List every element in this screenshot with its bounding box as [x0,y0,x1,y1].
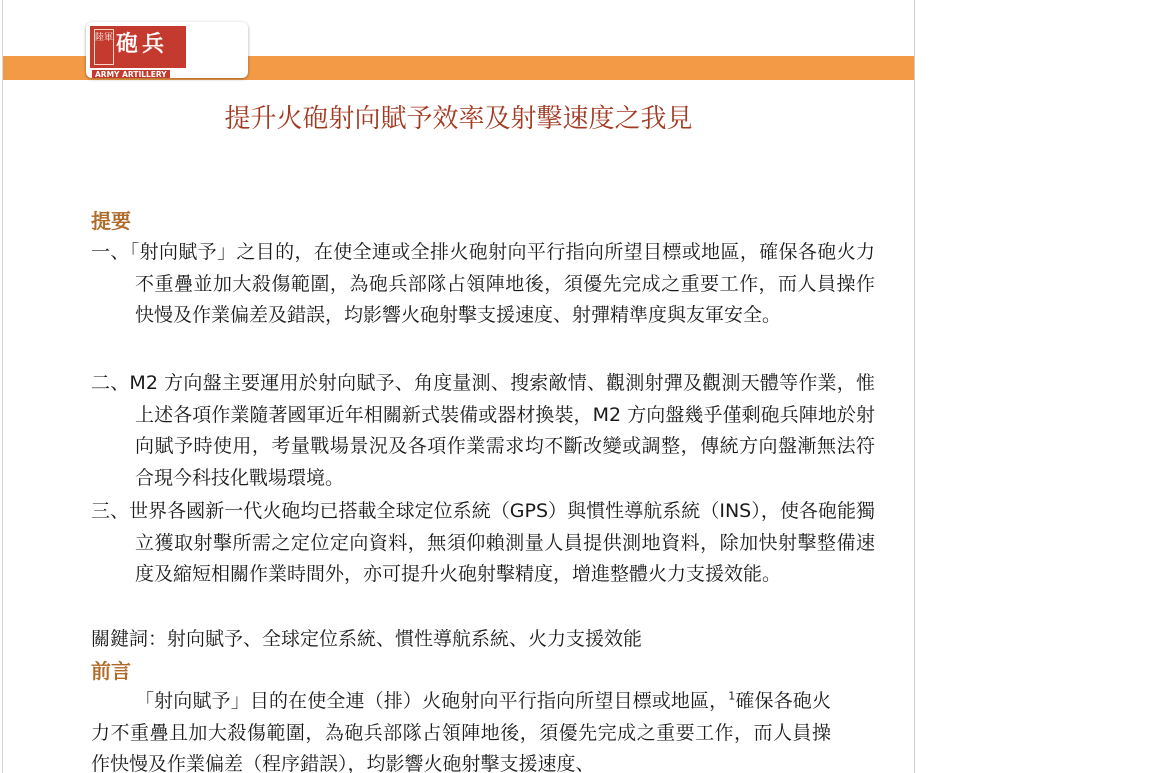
logo-english-text: ARMY ARTILLERY [92,70,170,78]
document-page [2,0,915,773]
preface-text-2: 確保各砲火力不重疊且加大殺傷範圍，為砲兵部隊占領陣地後，須優先完成之重要工作，而人員操作快慢及作業偏差（程序錯誤），均影響火砲射擊支援速度、 [91,690,831,773]
logo-chinese-text: 砲兵 [116,31,169,57]
article-title: 提升火砲射向賦予效率及射擊速度之我見 [224,104,693,134]
logo-seal: 陸軍 [94,29,114,65]
abstract-item-1: 一、「射向賦予」之目的，在使全連或全排火砲射向平行指向所望目標或地區，確保各砲火力不重疊並加大殺傷範圍，為砲兵部隊占領陣地後，須優先完成之重要工作，而人員操作快慢及作業偏差及錯誤，均影響火砲射擊支援速度、射彈精準度與友軍安全。 [91,241,875,326]
preface-text-1: 「射向賦予」目的在使全連（排）火砲射向平行指向所望目標或地區， [135,690,729,712]
footnote-ref[interactable]: 1 [728,689,736,703]
preface-heading: 前言 [91,659,131,683]
logo-red-block [90,26,186,78]
abstract-item-3: 三、世界各國新一代火砲均已搭載全球定位系統（GPS）與慣性導航系統（INS），使各砲能獨立獲取射擊所需之定位定向資料，無須仰賴測量人員提供測地資料，除加快射擊整備速度及縮短相關作業時間外，亦可提升火砲射擊精度，增進整體火力支援效能。 [91,500,875,585]
abstract-heading: 提要 [91,209,131,233]
abstract-item-2: 二、M2 方向盤主要運用於射向賦予、角度量測、搜索敵情、觀測射彈及觀測天體等作業，惟上述各項作業隨著國軍近年相關新式裝備或器材換裝，M2 方向盤幾乎僅剩砲兵陣地於射向賦予時使用，考量戰場景況及各項作業需求均不斷改變或調整，傳統方向盤漸無法符合現今科技化戰場環境。 [91,372,875,489]
journal-logo [86,22,248,78]
preface-paragraph [91,686,831,773]
keywords: 關鍵詞：射向賦予、全球定位系統、慣性導航系統、火力支援效能 [91,628,643,650]
